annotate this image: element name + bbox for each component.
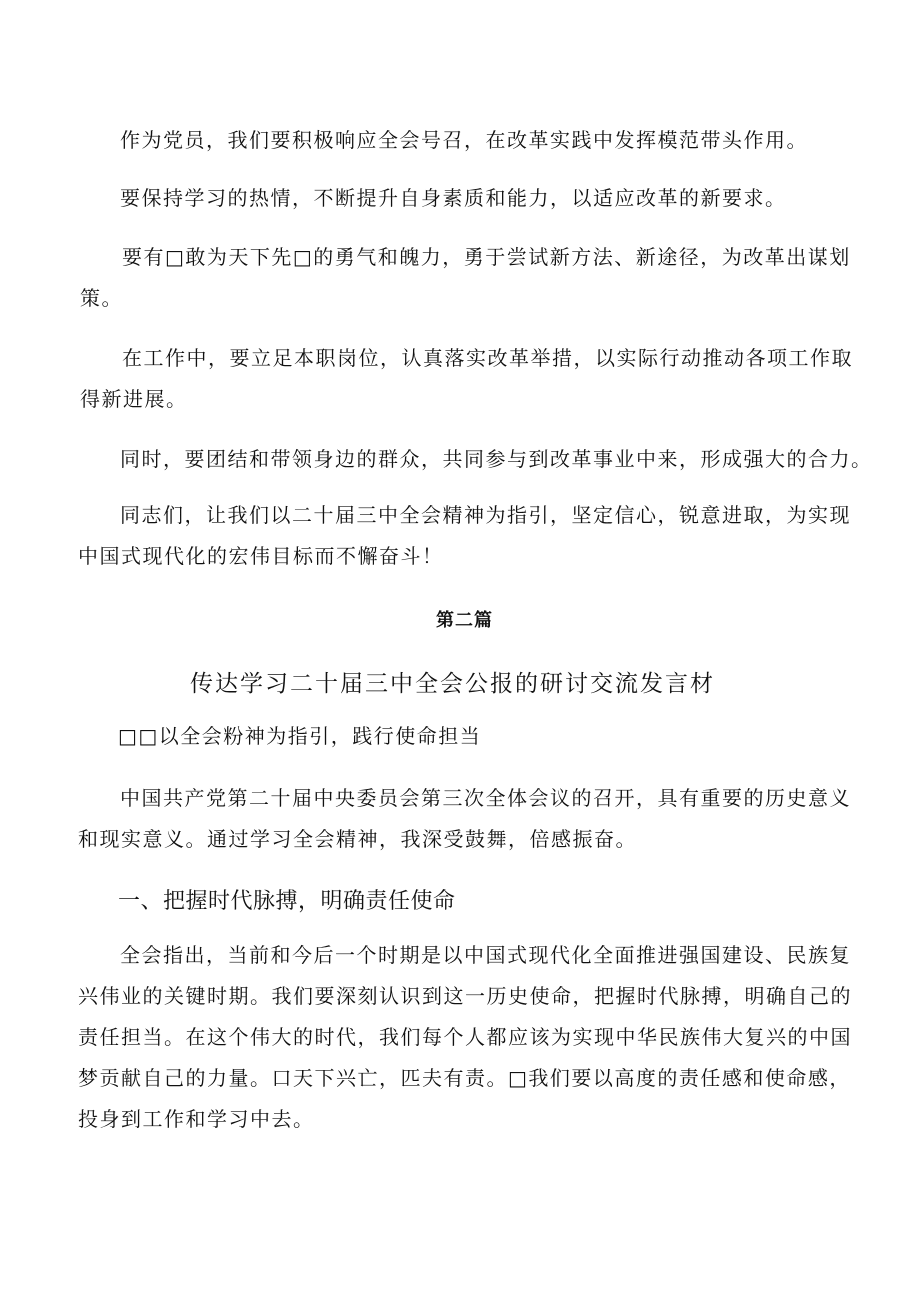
- paragraph-line: 同志们，让我们以二十届三中全会精神为指引，坚定信心，锐意进取，为实现: [120, 503, 851, 527]
- paragraph-line: 中国式现代化的宏伟目标而不懈奋斗！: [78, 544, 444, 568]
- paragraph-line: 策。: [80, 286, 123, 310]
- main-title: 传达学习二十届三中全会公报的研讨交流发言材: [190, 671, 715, 697]
- paragraph-line: 和现实意义。通过学习全会精神，我深受鼓舞，倍感振奋。: [78, 827, 637, 851]
- paragraph-1: [120, 120, 808, 161]
- paragraph-6: [78, 495, 851, 577]
- paragraph-line: 投身到工作和学习中去。: [78, 1107, 315, 1131]
- paragraph-line: 中国共产党第二十届中央委员会第三次全体会议的召开，具有重要的历史意义: [120, 786, 851, 810]
- paragraph-line: 责任担当。在这个伟大的时代，我们每个人都应该为实现中华民族伟大复兴的中国: [78, 1025, 852, 1049]
- subtitle-text: □□以全会粉神为指引，践行使命担当: [118, 724, 482, 748]
- paragraph-5: [120, 439, 873, 480]
- subtitle: [118, 716, 481, 757]
- paragraph-line: 同时，要团结和带领身边的群众，共同参与到改革事业中来，形成强大的合力。: [120, 447, 873, 471]
- paragraph-line: 在工作中，要立足本职岗位，认真落实改革举措，以实际行动推动各项工作取: [122, 346, 853, 370]
- paragraph-line: 要保持学习的热情，不断提升自身素质和能力，以适应改革的新要求。: [120, 186, 787, 210]
- paragraph-3: [80, 237, 851, 319]
- paragraph-line: 兴伟业的关键时期。我们要深刻认识到这一历史使命，把握时代脉搏，明确自己的: [78, 984, 852, 1008]
- part-label: 第二篇: [436, 610, 493, 631]
- section-heading: 一、把握时代脉搏，明确责任使命: [118, 889, 456, 914]
- paragraph-line: 全会指出，当前和今后一个时期是以中国式现代化全面推进强国建设、民族复: [120, 943, 851, 967]
- paragraph-line: 得新进展。: [80, 387, 188, 411]
- paragraph-line: 要有□敢为天下先□的勇气和魄力，勇于尝试新方法、新途径，为改革出谋划: [122, 245, 851, 269]
- paragraph-2: [120, 178, 787, 219]
- intro-paragraph: [78, 778, 851, 860]
- paragraph-4: [80, 338, 853, 420]
- paragraph-line: 作为党员，我们要积极响应全会号召，在改革实践中发挥模范带头作用。: [120, 128, 808, 152]
- section-body: [78, 935, 852, 1140]
- paragraph-line: 梦贡献自己的力量。口天下兴亡，匹夫有责。□我们要以高度的责任感和使命感，: [78, 1066, 851, 1090]
